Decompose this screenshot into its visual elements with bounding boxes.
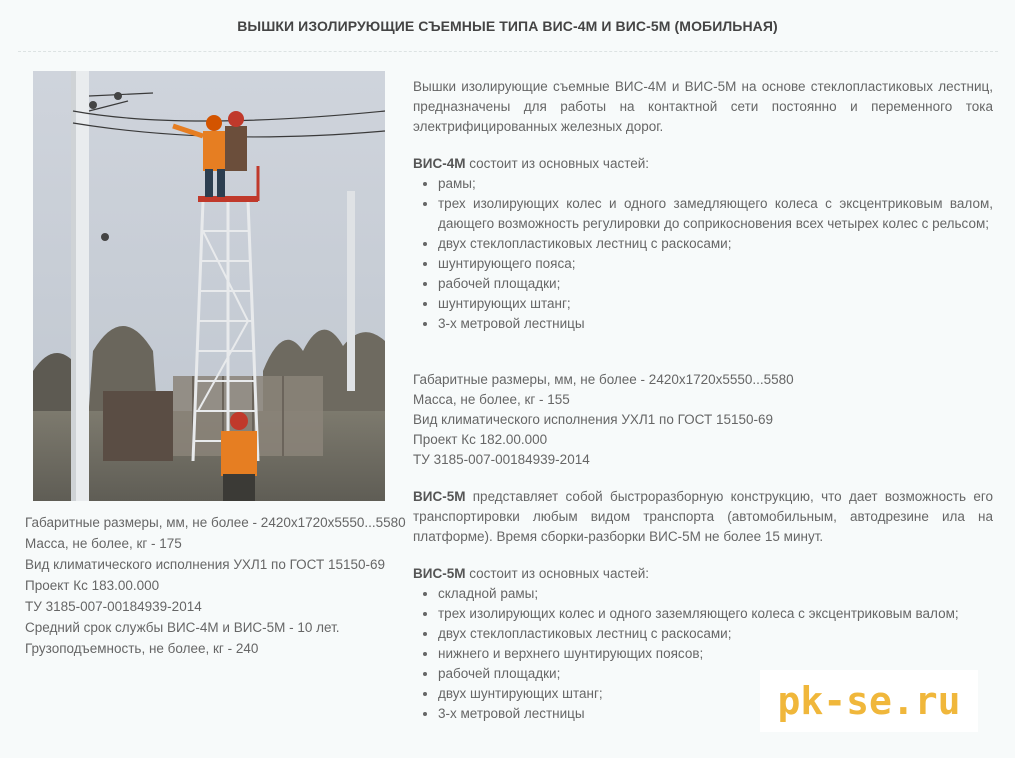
vis5-description [413, 487, 993, 547]
list-item: • трех изолирующих колес и одного замедляющего колеса с эксцентриковым валом, дающего возможность регулировки до соприкосновения всех четырех колес с рельсом; [438, 194, 993, 234]
vis4-specs [413, 370, 993, 470]
intro-paragraph: Вышки изолирующие съемные ВИС-4М и ВИС-5М на основе стеклопластиковых лестниц, предназначены для работы на контактной сети постоянно и переменного тока электрифицированных железных дорог. [413, 79, 993, 134]
left-spec-item: Габаритные размеры, мм, не более - 2420x1720x5550...5580 [25, 515, 406, 530]
list-item: • 3-х метровой лестницы [438, 314, 993, 334]
product-photo [33, 71, 385, 501]
vis5-name: ВИС-5М [413, 489, 466, 504]
spec-item: Вид климатического исполнения УХЛ1 по ГОСТ 15150-69 [413, 412, 773, 427]
list-item: • двух стеклопластиковых лестниц с раскосами; [438, 624, 993, 644]
vis4-name: ВИС-4М [413, 156, 466, 171]
description-column [413, 77, 993, 724]
vis5-name-2: ВИС-5М [413, 566, 466, 581]
list-item: • трех изолирующих колес и одного заземляющего колеса с эксцентриковым валом; [438, 604, 993, 624]
list-item: • 3-х метровой лестницы [438, 704, 993, 724]
list-item: • рабочей площадки; [438, 664, 993, 684]
left-spec-item: Грузоподъемность, не более, кг - 240 [25, 641, 259, 656]
list-item: • нижнего и верхнего шунтирующих поясов; [438, 644, 993, 664]
vis5-heading [413, 564, 993, 584]
list-item: • складной рамы; [438, 584, 993, 604]
left-spec-item: Средний срок службы ВИС-4М и ВИС-5М - 10 лет. [25, 620, 340, 635]
left-spec-item: ТУ 3185-007-00184939-2014 [25, 599, 202, 614]
vis4-lead: состоит из основных частей: [465, 156, 650, 171]
list-item: • рабочей площадки; [438, 274, 993, 294]
spec-item: Масса, не более, кг - 155 [413, 392, 570, 407]
left-spec-item: Вид климатического исполнения УХЛ1 по ГОСТ 15150-69 [25, 557, 385, 572]
spec-item: Проект Кс 182.00.000 [413, 432, 548, 447]
title-divider [18, 51, 998, 52]
site-watermark: pk-se.ru [760, 670, 978, 732]
vis4-parts-list [413, 174, 993, 334]
list-item: • шунтирующего пояса; [438, 254, 993, 274]
left-spec-item: Проект Кс 183.00.000 [25, 578, 160, 593]
page-title: ВЫШКИ ИЗОЛИРУЮЩИЕ СЪЕМНЫЕ ТИПА ВИС-4М И ВИС-5М (МОБИЛЬНАЯ) [237, 18, 778, 34]
list-item: • двух стеклопластиковых лестниц с раскосами; [438, 234, 993, 254]
left-specs-list [25, 512, 406, 659]
vis4-heading [413, 154, 993, 174]
vis5-lead: состоит из основных частей: [465, 566, 650, 581]
spec-item: Габаритные размеры, мм, не более - 2420x1720x5550...5580 [413, 372, 794, 387]
list-item: • шунтирующих штанг; [438, 294, 993, 314]
left-spec-item: Масса, не более, кг - 175 [25, 536, 182, 551]
list-item: • двух шунтирующих штанг; [438, 684, 993, 704]
spec-item: ТУ 3185-007-00184939-2014 [413, 452, 590, 467]
vis5-description-text: представляет собой быстроразборную конструкцию, что дает возможность его транспортировки любым видом транспорта (автомобильным, автодрезине ила на платформе). Время сборки-разборки ВИС-5М не более 15 минут. [413, 489, 993, 544]
list-item: • рамы; [438, 174, 993, 194]
